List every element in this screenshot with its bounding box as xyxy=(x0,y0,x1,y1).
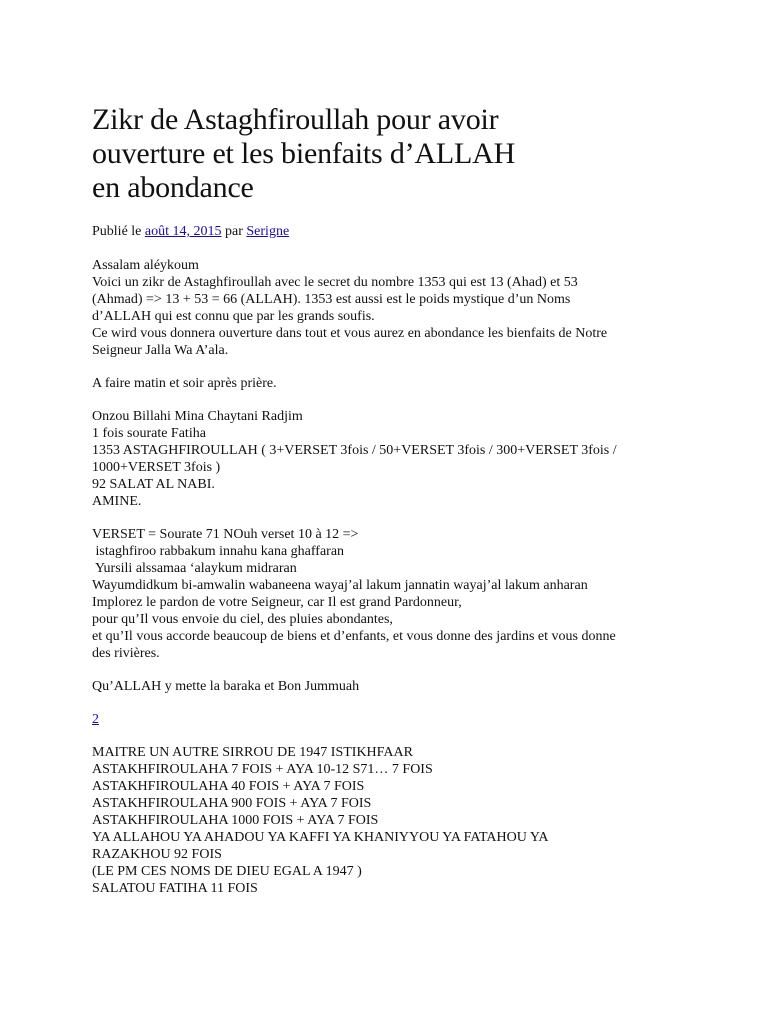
body-line: Yursili alssamaa ‘alaykum midraran xyxy=(92,561,297,576)
paragraph-closing xyxy=(92,678,682,695)
paragraph-link xyxy=(92,711,682,728)
body-line: 92 SALAT AL NABI. xyxy=(92,477,215,492)
body-line: et qu’Il vous accorde beaucoup de biens et d’enfants, et vous donne des jardins et vous donne xyxy=(92,629,616,644)
paragraph-spacer xyxy=(92,728,682,744)
title-line: ouverture et les bienfaits d’ALLAH xyxy=(92,137,516,170)
body-line: Implorez le pardon de votre Seigneur, car Il est grand Pardonneur, xyxy=(92,595,462,610)
body-line: 1 fois sourate Fatiha xyxy=(92,426,206,441)
paragraph-sirrou xyxy=(92,744,682,897)
paragraph-spacer xyxy=(92,695,682,711)
body-line: Ce wird vous donnera ouverture dans tout et vous aurez en abondance les bienfaits de Notre xyxy=(92,326,608,341)
body-line: (LE PM CES NOMS DE DIEU EGAL A 1947 ) xyxy=(92,864,362,879)
body-line: des rivières. xyxy=(92,646,160,661)
paragraph-spacer xyxy=(92,510,682,526)
body-line: ASTAKHFIROULAHA 1000 FOIS + AYA 7 FOIS xyxy=(92,813,379,828)
post-date-link[interactable]: août 14, 2015 xyxy=(144,224,222,239)
body-line: ASTAKHFIROULAHA 900 FOIS + AYA 7 FOIS xyxy=(92,796,372,811)
body-line: ASTAKHFIROULAHA 7 FOIS + AYA 10-12 S71… 7 FOIS xyxy=(92,762,433,777)
post-meta xyxy=(92,223,682,240)
body-line: 1000+VERSET 3fois ) xyxy=(92,460,221,475)
body-line: YA ALLAHOU YA AHADOU YA KAFFI YA KHANIYYOU YA FATAHOU YA xyxy=(92,830,549,845)
page-2-link[interactable]: 2 xyxy=(92,712,99,727)
body-line: d’ALLAH qui est connu que par les grands soufis. xyxy=(92,309,375,324)
body-line: SALATOU FATIHA 11 FOIS xyxy=(92,881,258,896)
paragraph-spacer xyxy=(92,359,682,375)
body-line: Assalam aléykoum xyxy=(92,258,199,273)
paragraph-spacer xyxy=(92,392,682,408)
author-link[interactable]: Serigne xyxy=(246,224,290,239)
body-line: ASTAKHFIROULAHA 40 FOIS + AYA 7 FOIS xyxy=(92,779,365,794)
article xyxy=(92,103,682,897)
body-line: 1353 ASTAGHFIROULLAH ( 3+VERSET 3fois / 50+VERSET 3fois / 300+VERSET 3fois / xyxy=(92,443,617,458)
paragraph-greeting xyxy=(92,257,682,359)
article-body xyxy=(92,257,682,897)
body-line: AMINE. xyxy=(92,494,142,509)
body-line: Voici un zikr de Astaghfiroullah avec le secret du nombre 1353 qui est 13 (Ahad) et 53 xyxy=(92,275,578,290)
body-line: Qu’ALLAH y mette la baraka et Bon Jummuah xyxy=(92,679,360,694)
body-line: Onzou Billahi Mina Chaytani Radjim xyxy=(92,409,303,424)
body-line: MAITRE UN AUTRE SIRROU DE 1947 ISTIKHFAAR xyxy=(92,745,413,760)
body-line: pour qu’Il vous envoie du ciel, des pluies abondantes, xyxy=(92,612,393,627)
paragraph-timing xyxy=(92,375,682,392)
title-line: en abondance xyxy=(92,171,254,204)
body-line: RAZAKHOU 92 FOIS xyxy=(92,847,222,862)
published-label: Publié le xyxy=(92,224,142,239)
paragraph-verse xyxy=(92,526,682,662)
body-line: VERSET = Sourate 71 NOuh verset 10 à 12 => xyxy=(92,527,359,542)
paragraph-spacer xyxy=(92,662,682,678)
body-line: A faire matin et soir après prière. xyxy=(92,376,277,391)
author-by-label: par xyxy=(225,224,243,239)
paragraph-wird xyxy=(92,408,682,510)
title-line: Zikr de Astaghfiroullah pour avoir xyxy=(92,103,499,136)
body-line: Wayumdidkum bi-amwalin wabaneena wayaj’al lakum jannatin wayaj’al lakum anharan xyxy=(92,578,588,593)
article-title xyxy=(92,103,682,205)
body-line: Seigneur Jalla Wa A’ala. xyxy=(92,343,229,358)
body-line: istaghfiroo rabbakum innahu kana ghaffaran xyxy=(92,544,345,559)
body-line: (Ahmad) => 13 + 53 = 66 (ALLAH). 1353 est aussi est le poids mystique d’un Noms xyxy=(92,292,571,307)
